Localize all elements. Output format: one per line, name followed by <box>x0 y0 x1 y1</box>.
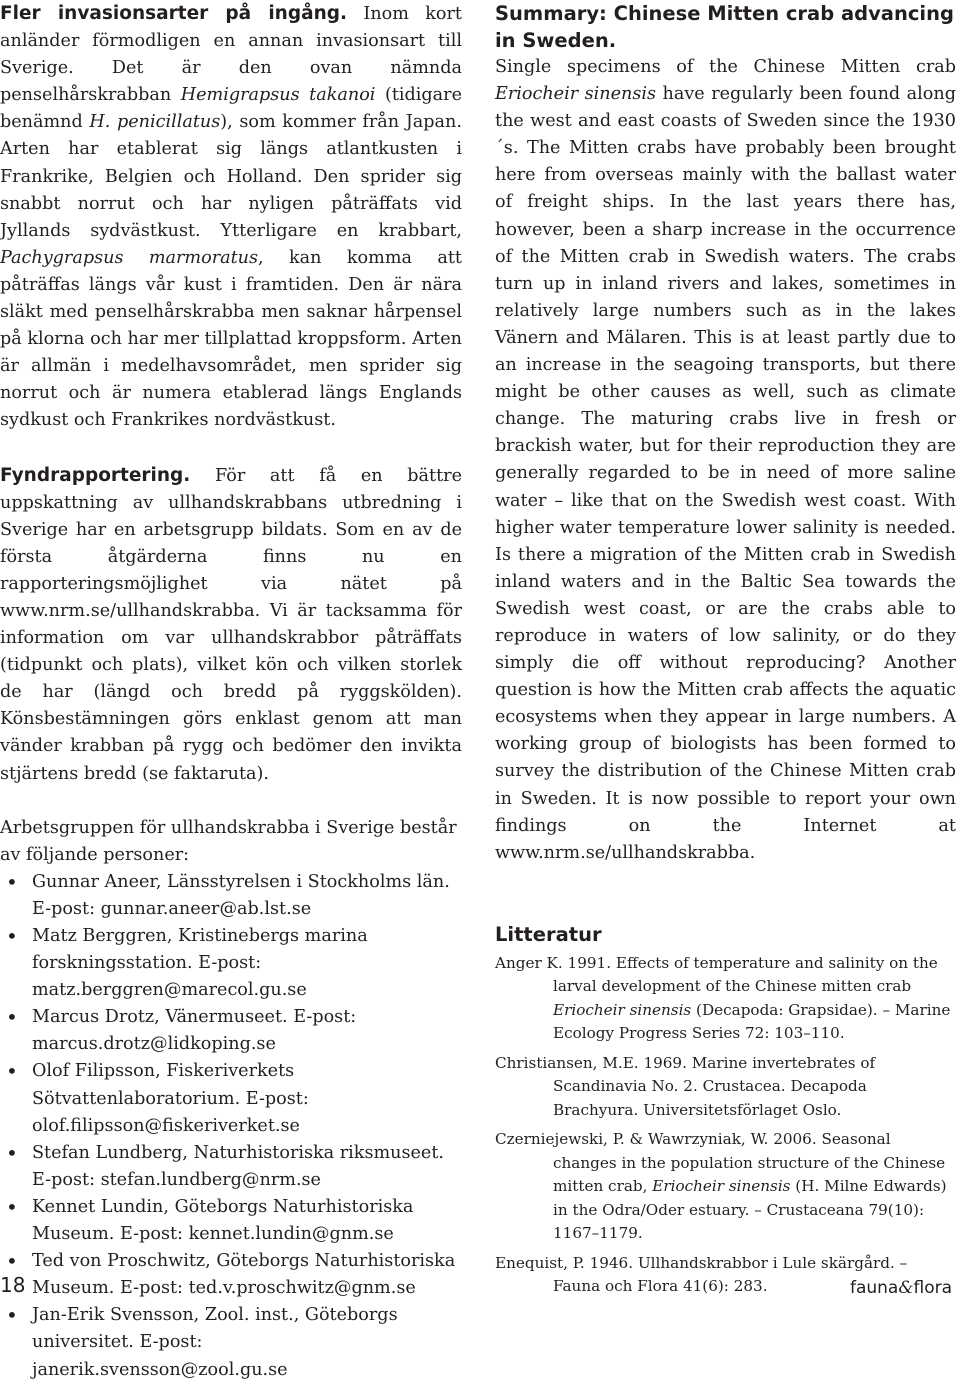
list-item: • Marcus Drotz, Vänermuseet. E-post: marcus.drotz@lidkoping.se <box>0 1004 462 1058</box>
reference-item: Christiansen, M.E. 1969. Marine invertebrates of Scandinavia No. 2. Crustacea. Decapoda Brachyura. Universitetsförlaget Oslo. <box>495 1053 876 1119</box>
list-item: • Ted von Proschwitz, Göteborgs Naturhistoriska Museum. E-post: ted.v.proschwitz@gnm.se <box>0 1248 462 1302</box>
reference-item: Czerniejewski, P. & Wawrzyniak, W. 2006. Seasonal changes in the population structure of the Chinese mitten crab, Eriocheir sinensis (H. Milne Edwards) in the Odra/Oder estuary. – Crustaceana 79(10): 1167–1179. <box>495 1130 947 1243</box>
reference-item: Enequist, P. 1946. Ullhandskrabbor i Lule skärgård. – Fauna och Flora 41(6): 283. <box>495 1253 908 1296</box>
list-item: • Matz Berggren, Kristinebergs marina forskningsstation. E-post: matz.berggren@marecol.gu.se <box>0 923 462 1004</box>
summary-paragraph: Single specimens of the Chinese Mitten crab Eriocheir sinensis have regularly been found along the west and east coasts of Sweden since the 1930´s. The Mitten crabs have probably been brought here from overseas mainly with the ballast water of freight ships. In the last years there has, however, been a sharp increase in the occurrence of the Mitten crab in Swedish waters. The crabs turn up in inland rivers and lakes, sometimes in relatively large numbers such as in the lakes Vänern and Mälaren. This is at least partly due to an increase in the seagoing transports, but there might be other causes as well, such as climate change. The maturing crabs live in fresh or brackish water, but for their reproduction they are generally regarded to be in need of more saline water – like that on the Swedish west coast. With higher water temperature lower salinity is needed. Is there a migration of the Mitten crab in Swedish inland waters and in the Baltic Sea towards the Swedish west coast, or are the crabs able to reproduce in waters of low salinity, or do they simply die off without reproducing? Another question is how the Mitten crab affects the aquatic ecosystems when they appear in large numbers. A working group of biologists has been formed to survey the distribution of the Chinese Mitten crab in Sweden. It is now possible to report your own findings on the Internet at www.nrm.se/ullhandskrabba. <box>495 57 956 863</box>
reference-list <box>495 952 956 1299</box>
summary-heading: Summary: Chinese Mitten crab advancing in Sweden. <box>495 2 954 52</box>
fynd-paragraph: Fyndrapportering. För att få en bättre uppskattning av ullhandskrabbans utbredning i Sverige har en arbetsgrupp bildats. Som en av de första åtgärderna finns nu en rapporteringsmöjlighet via nätet på www.nrm.se/ullhandskrabba. Vi är tacksamma för information om var ullhandskrabbor påträffats (tidpunkt och plats), vilket kön och vilken storlek de har (längd och bredd på ryggskölden). Könsbestämningen görs enklast genom att man vänder krabban på rygg och bedömer den invikta stjärtens bredd (se faktaruta). <box>0 464 462 784</box>
list-item: • Kennet Lundin, Göteborgs Naturhistoriska Museum. E-post: kennet.lundin@gnm.se <box>0 1194 462 1248</box>
journal-name: fauna&flora <box>849 1278 952 1298</box>
list-item: • Stefan Lundberg, Naturhistoriska riksmuseet. E-post: stefan.lundberg@nrm.se <box>0 1140 462 1194</box>
invasion-heading: Fler invasionsarter på ingång. <box>0 3 348 24</box>
list-item: • Olof Filipsson, Fiskeriverkets Sötvattenlaboratorium. E-post: olof.filipsson@fiskeriverket.se <box>0 1058 462 1139</box>
literature-heading: Litteratur <box>495 922 602 946</box>
member-list <box>0 869 462 1384</box>
invasion-paragraph: Fler invasionsarter på ingång. Inom kort anländer förmodligen en annan invasionsart till Sverige. Det är den ovan nämnda penselhårskrabban Hemigrapsus takanoi (tidigare benämnd H. penicillatus), som kommer från Japan. Arten har etablerat sig längs atlantkusten i Frankrike, Belgien och Holland. Den sprider sig snabbt norrut och har nyligen påträffats vid Jyllands sydvästkust. Ytterligare en krabbart, Pachygrapsus marmoratus, kan komma att påträffas längs vår kust i framtiden. Den är nära släkt med penselhårskrabba men saknar hårpensel på klorna och har mer tillplattad kroppsform. Arten är allmän i medelhavsområdet, men sprider sig norrut och är numera etablerad längs Englands sydkust och Frankrikes nordvästkust. <box>0 3 462 431</box>
page-number: 18 <box>0 1273 26 1297</box>
list-item: • Jan-Erik Svensson, Zool. inst., Göteborgs universitet. E-post: janerik.svensson@zool.gu.se <box>0 1302 462 1383</box>
right-column <box>495 0 956 1305</box>
group-intro: Arbetsgruppen för ullhandskrabba i Sverige består av följande personer: <box>0 817 457 865</box>
reference-item: Anger K. 1991. Effects of temperature and salinity on the larval development of the Chinese mitten crab Eriocheir sinensis (Decapoda: Grapsidae). – Marine Ecology Progress Series 72: 103–110. <box>495 953 951 1043</box>
list-item: • Gunnar Aneer, Länsstyrelsen i Stockholms län. E-post: gunnar.aneer@ab.lst.se <box>0 869 462 923</box>
fynd-heading: Fyndrapportering. <box>0 464 191 486</box>
left-column <box>0 0 462 1384</box>
